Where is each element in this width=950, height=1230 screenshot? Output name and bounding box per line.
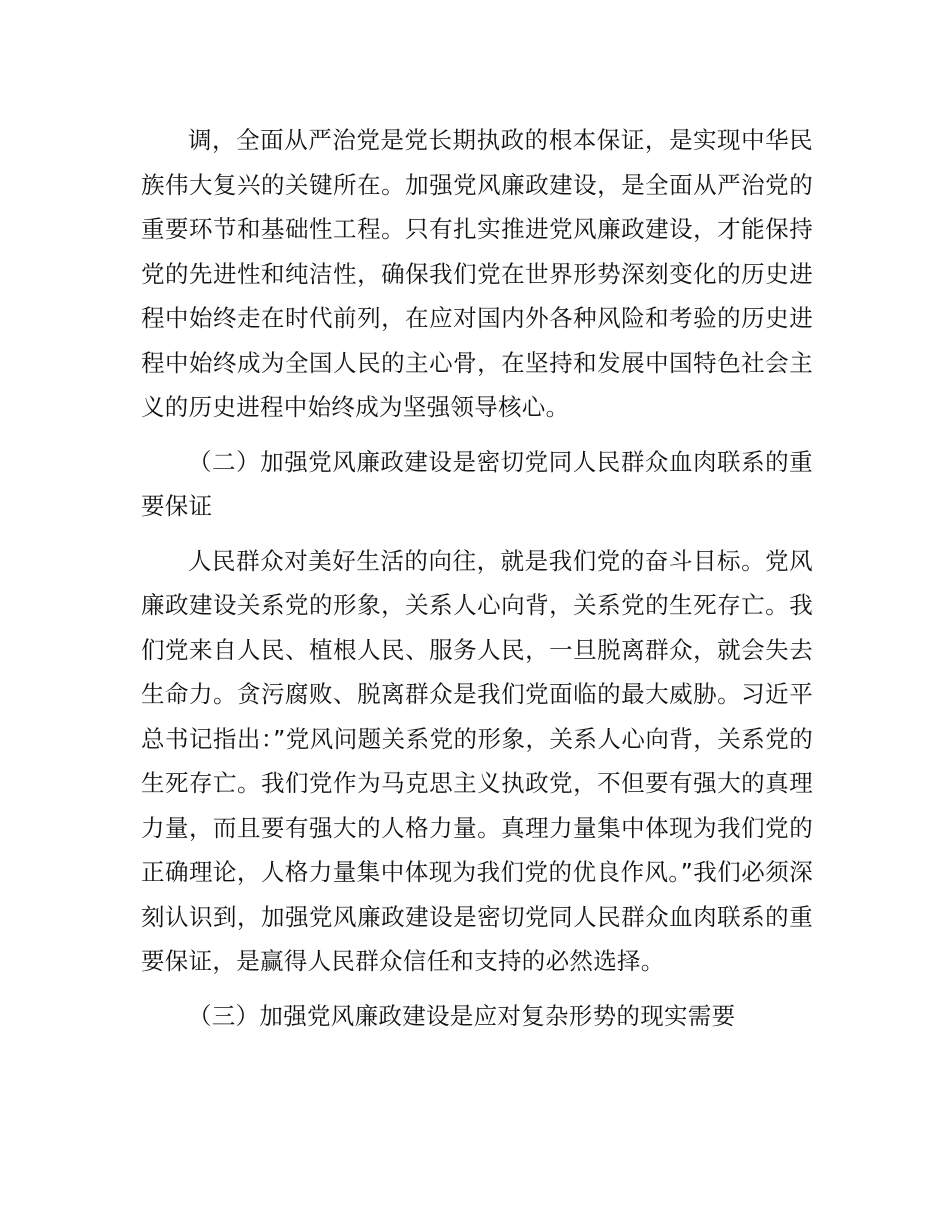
section-heading-2: （二）加强党风廉政建设是密切党同人民群众血肉联系的重要保证 (141, 447, 813, 520)
section-heading-3: （三）加强党风廉政建设是应对复杂形势的现实需要 (188, 1001, 736, 1030)
body-paragraph-2: 人民群众对美好生活的向往，就是我们党的奋斗目标。党风廉政建设关系党的形象，关系人心向背，关系党的生死存亡。我们党来自人民、植根人民、服务人民，一旦脱离群众，就会失去生命力。贪污腐败、脱离群众是我们党面临的最大威胁。习近平总书记指出：”党风问题关系党的形象，关系人心向背，关系党的生死存亡。我们党作为马克思主义执政党，不但要有强大的真理力量，而且要有强大的人格力量。真理力量集中体现为我们党的正确理论，人格力量集中体现为我们党的优良作风。”我们必须深刻认识到，加强党风廉政建设是密切党同人民群众血肉联系的重要保证，是赢得人民群众信任和支持的必然选择。 (141, 546, 813, 975)
body-paragraph-1: 调，全面从严治党是党长期执政的根本保证，是实现中华民族伟大复兴的关键所在。加强党风廉政建设，是全面从严治党的重要环节和基础性工程。只有扎实推进党风廉政建设，才能保持党的先进性和纯洁性，确保我们党在世界形势深刻变化的历史进程中始终走在时代前列，在应对国内外各种风险和考验的历史进程中始终成为全国人民的主心骨，在坚持和发展中国特色社会主义的历史进程中始终成为坚强领导核心。 (141, 126, 813, 421)
document-body (141, 118, 813, 1038)
